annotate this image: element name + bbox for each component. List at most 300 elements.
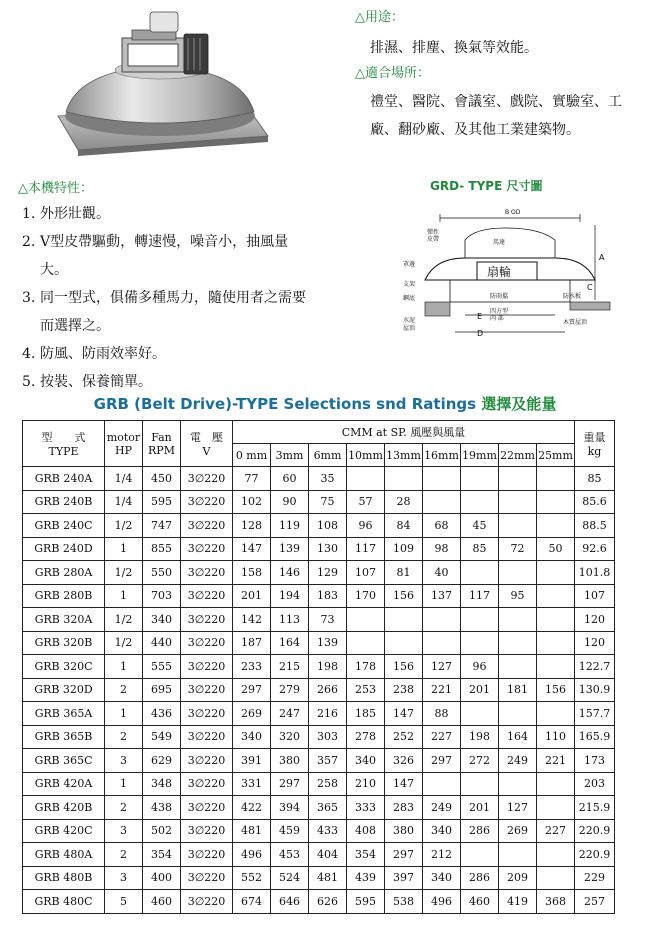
table-cell: GRB 320C	[23, 655, 105, 679]
feature-item: 4. 防風、防雨效率好。	[22, 346, 166, 362]
table-cell	[537, 655, 575, 679]
table-cell: 3∅220	[181, 843, 233, 867]
col-sp: 16mm	[423, 444, 461, 467]
label-d: D	[477, 329, 484, 338]
label-belt: 彈性	[427, 229, 440, 236]
table-cell: 60	[271, 467, 309, 491]
table-cell: 173	[575, 749, 615, 773]
table-cell: 3∅220	[181, 514, 233, 538]
table-cell: 3∅220	[181, 702, 233, 726]
table-cell: 340	[233, 725, 271, 749]
table-cell	[385, 608, 423, 632]
table-cell: 146	[271, 561, 309, 585]
table-cell: 1	[105, 537, 143, 561]
table-cell: 203	[575, 772, 615, 796]
ratings-table	[22, 420, 615, 914]
table-cell: 137	[423, 584, 461, 608]
table-cell: 391	[233, 749, 271, 773]
table-cell: 2	[105, 725, 143, 749]
table-cell	[461, 608, 499, 632]
table-cell: 3	[105, 819, 143, 843]
table-cell	[499, 561, 537, 585]
table-cell: 1	[105, 655, 143, 679]
table-cell: GRB 420B	[23, 796, 105, 820]
table-cell: 122.7	[575, 655, 615, 679]
table-cell: 440	[143, 631, 181, 655]
col-fan: Fan RPM	[143, 421, 181, 467]
table-cell: 1/4	[105, 467, 143, 491]
table-cell: 331	[233, 772, 271, 796]
table-cell: 3∅220	[181, 866, 233, 890]
table-row	[23, 608, 615, 632]
table-cell: 326	[385, 749, 423, 773]
table-cell: 3∅220	[181, 655, 233, 679]
table-cell: 50	[537, 537, 575, 561]
table-cell: 450	[143, 467, 181, 491]
table-cell	[537, 702, 575, 726]
table-cell: 249	[423, 796, 461, 820]
table-cell: 157.7	[575, 702, 615, 726]
table-cell: 156	[385, 584, 423, 608]
table-cell: 164	[271, 631, 309, 655]
table-cell: 2	[105, 678, 143, 702]
table-cell: GRB 280B	[23, 584, 105, 608]
table-row	[23, 631, 615, 655]
usage-heading: △用途：	[355, 10, 404, 25]
table-cell: 1	[105, 702, 143, 726]
table-cell: 595	[347, 890, 385, 914]
table-cell: 88	[423, 702, 461, 726]
table-cell: 524	[271, 866, 309, 890]
table-cell: 459	[271, 819, 309, 843]
table-cell: 215	[271, 655, 309, 679]
table-cell: 552	[233, 866, 271, 890]
table-cell: 129	[309, 561, 347, 585]
table-cell: 595	[143, 490, 181, 514]
table-cell: 120	[575, 631, 615, 655]
table-cell: 646	[271, 890, 309, 914]
table-cell: 297	[385, 843, 423, 867]
label-roof: 屋頂	[403, 325, 416, 332]
table-cell: 45	[461, 514, 499, 538]
table-cell: 110	[537, 725, 575, 749]
table-cell: 88.5	[575, 514, 615, 538]
table-cell	[461, 843, 499, 867]
label-guard: 防雨擋	[490, 293, 509, 300]
table-cell: 703	[143, 584, 181, 608]
table-row	[23, 514, 615, 538]
feature-item: 3. 同一型式，俱備多種馬力，隨使用者之需要而選擇之。	[22, 290, 306, 334]
label-cement: 水泥	[403, 317, 416, 324]
col-sp: 10mm	[347, 444, 385, 467]
table-cell: GRB 240A	[23, 467, 105, 491]
table-cell: 198	[461, 725, 499, 749]
table-cell: 453	[271, 843, 309, 867]
table-cell: 147	[385, 702, 423, 726]
table-cell: 3∅220	[181, 772, 233, 796]
table-cell: 221	[423, 678, 461, 702]
table-cell	[423, 772, 461, 796]
table-cell: 194	[271, 584, 309, 608]
table-cell: 3	[105, 866, 143, 890]
table-cell: 3∅220	[181, 678, 233, 702]
table-cell: 340	[423, 819, 461, 843]
table-cell: 92.6	[575, 537, 615, 561]
table-cell: 695	[143, 678, 181, 702]
table-cell	[423, 631, 461, 655]
table-cell: 238	[385, 678, 423, 702]
table-cell: 81	[385, 561, 423, 585]
table-cell	[537, 843, 575, 867]
table-cell: GRB 420A	[23, 772, 105, 796]
table-cell: GRB 480C	[23, 890, 105, 914]
table-cell: GRB 420C	[23, 819, 105, 843]
table-cell	[537, 772, 575, 796]
table-cell: 201	[461, 678, 499, 702]
table-cell: 40	[423, 561, 461, 585]
table-cell: 357	[309, 749, 347, 773]
table-cell	[461, 467, 499, 491]
table-cell: 127	[499, 796, 537, 820]
table-cell: 57	[347, 490, 385, 514]
table-row	[23, 467, 615, 491]
table-cell: 674	[233, 890, 271, 914]
table-cell: 297	[423, 749, 461, 773]
table-cell: GRB 320B	[23, 631, 105, 655]
table-cell: 95	[499, 584, 537, 608]
table-cell: 3	[105, 749, 143, 773]
table-cell: 128	[233, 514, 271, 538]
table-cell: 3∅220	[181, 725, 233, 749]
table-cell: 269	[233, 702, 271, 726]
table-cell: 212	[423, 843, 461, 867]
dimension-diagram-title: GRD- TYPE 尺寸圖	[430, 179, 543, 193]
table-cell	[499, 631, 537, 655]
table-cell: 101.8	[575, 561, 615, 585]
table-cell: 117	[461, 584, 499, 608]
table-cell: GRB 280A	[23, 561, 105, 585]
col-voltage: 電 壓 V	[181, 421, 233, 467]
table-cell: 368	[537, 890, 575, 914]
table-cell: 460	[461, 890, 499, 914]
dimension-diagram	[395, 200, 630, 360]
table-cell: 220.9	[575, 843, 615, 867]
table-cell: GRB 240D	[23, 537, 105, 561]
table-cell: 1/4	[105, 490, 143, 514]
table-cell: 1/2	[105, 608, 143, 632]
table-cell: 550	[143, 561, 181, 585]
table-row	[23, 537, 615, 561]
table-row	[23, 890, 615, 914]
table-cell: 216	[309, 702, 347, 726]
table-cell: 183	[309, 584, 347, 608]
table-cell	[537, 796, 575, 820]
feature-item: 5. 按裝、保養簡單。	[22, 374, 152, 390]
table-cell: 139	[271, 537, 309, 561]
table-cell: 320	[271, 725, 309, 749]
features-heading: △本機特性：	[18, 181, 93, 196]
table-cell	[499, 772, 537, 796]
table-cell: 1/2	[105, 514, 143, 538]
table-cell: 340	[143, 608, 181, 632]
table-cell: 1/2	[105, 561, 143, 585]
table-cell: 72	[499, 537, 537, 561]
label-a: A	[599, 253, 605, 262]
col-type: 型 式 TYPE	[23, 421, 105, 467]
table-cell	[499, 655, 537, 679]
table-cell: 747	[143, 514, 181, 538]
table-cell: 5	[105, 890, 143, 914]
table-cell: 496	[423, 890, 461, 914]
col-weight: 重量 kg	[575, 421, 615, 467]
table-cell: 201	[461, 796, 499, 820]
table-cell: 404	[309, 843, 347, 867]
table-cell: 549	[143, 725, 181, 749]
table-cell: GRB 480B	[23, 866, 105, 890]
table-cell: 1	[105, 772, 143, 796]
table-cell	[537, 584, 575, 608]
table-cell	[537, 631, 575, 655]
table-cell: 249	[499, 749, 537, 773]
table-cell	[347, 608, 385, 632]
table-cell: 130	[309, 537, 347, 561]
table-cell: 354	[143, 843, 181, 867]
table-cell: 3∅220	[181, 796, 233, 820]
table-cell: 303	[309, 725, 347, 749]
table-cell: 279	[271, 678, 309, 702]
table-cell: 209	[499, 866, 537, 890]
label-bod: B OD	[505, 209, 521, 216]
label-belt2: 皮帶	[427, 236, 440, 243]
table-cell: 266	[309, 678, 347, 702]
table-cell: GRB 365B	[23, 725, 105, 749]
table-row	[23, 843, 615, 867]
table-cell: 117	[347, 537, 385, 561]
table-cell: 85	[575, 467, 615, 491]
table-row	[23, 749, 615, 773]
table-cell: 98	[423, 537, 461, 561]
col-sp: 25mm	[537, 444, 575, 467]
table-cell: 3∅220	[181, 819, 233, 843]
table-cell: 354	[347, 843, 385, 867]
table-cell: 90	[271, 490, 309, 514]
table-cell: GRB 240B	[23, 490, 105, 514]
table-cell: 348	[143, 772, 181, 796]
table-cell	[499, 467, 537, 491]
table-row	[23, 725, 615, 749]
table-cell: 286	[461, 866, 499, 890]
table-cell	[385, 631, 423, 655]
ratings-table-wrap	[22, 420, 615, 914]
table-row	[23, 702, 615, 726]
table-cell: 164	[499, 725, 537, 749]
table-cell: 156	[385, 655, 423, 679]
table-cell: 127	[423, 655, 461, 679]
table-cell: 283	[385, 796, 423, 820]
table-cell: 84	[385, 514, 423, 538]
table-cell: 96	[347, 514, 385, 538]
table-cell: 855	[143, 537, 181, 561]
table-row	[23, 678, 615, 702]
table-cell	[461, 772, 499, 796]
col-sp: 13mm	[385, 444, 423, 467]
table-cell: 28	[385, 490, 423, 514]
table-cell: 227	[423, 725, 461, 749]
label-inner: 四方型	[490, 308, 509, 315]
table-cell: 3∅220	[181, 467, 233, 491]
table-cell: 113	[271, 608, 309, 632]
table-cell	[499, 702, 537, 726]
table-cell: 272	[461, 749, 499, 773]
table-cell: 258	[309, 772, 347, 796]
table-cell: 400	[143, 866, 181, 890]
table-cell: GRB 365C	[23, 749, 105, 773]
table-cell: 158	[233, 561, 271, 585]
table-cell: 438	[143, 796, 181, 820]
table-cell: 253	[347, 678, 385, 702]
table-cell: GRB 240C	[23, 514, 105, 538]
table-cell: 185	[347, 702, 385, 726]
table-cell	[499, 514, 537, 538]
table-cell: 460	[143, 890, 181, 914]
table-cell: 3∅220	[181, 749, 233, 773]
label-motor: 馬達	[493, 239, 506, 246]
table-cell	[499, 608, 537, 632]
table-cell: 3∅220	[181, 890, 233, 914]
table-cell	[537, 490, 575, 514]
table-cell: 3∅220	[181, 631, 233, 655]
table-cell	[461, 702, 499, 726]
places-text: 禮堂、醫院、會議室、戲院、實驗室、工廠、翻砂廠、及其他工業建築物。	[370, 94, 622, 138]
table-cell: 3∅220	[181, 490, 233, 514]
table-cell: 221	[537, 749, 575, 773]
table-cell: 142	[233, 608, 271, 632]
table-cell	[385, 467, 423, 491]
roof-fan-photo	[48, 8, 273, 160]
table-cell: 422	[233, 796, 271, 820]
table-cell: 210	[347, 772, 385, 796]
table-cell: 1/2	[105, 631, 143, 655]
label-waterproof: 防水板	[563, 293, 582, 300]
places-heading: △適合場所：	[355, 66, 430, 81]
table-cell: 439	[347, 866, 385, 890]
col-sp: 22mm	[499, 444, 537, 467]
label-e: E	[477, 312, 483, 321]
col-cmm-group: CMM at SP. 風壓與風量	[233, 421, 575, 444]
table-cell: 257	[575, 890, 615, 914]
col-sp: 19mm	[461, 444, 499, 467]
label-wood: 木質屋頂	[563, 319, 588, 326]
table-cell: 85	[461, 537, 499, 561]
table-cell: 35	[309, 467, 347, 491]
table-row	[23, 772, 615, 796]
table-cell: 229	[575, 866, 615, 890]
table-cell: 297	[233, 678, 271, 702]
table-cell	[537, 608, 575, 632]
col-sp: 0 mm	[233, 444, 271, 467]
table-cell: 107	[347, 561, 385, 585]
table-cell: 198	[309, 655, 347, 679]
table-cell: 626	[309, 890, 347, 914]
table-cell: 181	[499, 678, 537, 702]
table-cell: 119	[271, 514, 309, 538]
table-cell: 3∅220	[181, 561, 233, 585]
label-cover: 罩邊	[403, 261, 416, 268]
table-cell: 77	[233, 467, 271, 491]
table-cell	[537, 514, 575, 538]
table-cell: 365	[309, 796, 347, 820]
table-cell: 269	[499, 819, 537, 843]
table-cell: 538	[385, 890, 423, 914]
table-cell: 629	[143, 749, 181, 773]
table-cell: GRB 480A	[23, 843, 105, 867]
table-cell: 107	[575, 584, 615, 608]
table-cell: 102	[233, 490, 271, 514]
table-cell: 394	[271, 796, 309, 820]
table-cell: 380	[385, 819, 423, 843]
table-cell: 120	[575, 608, 615, 632]
table-cell: 178	[347, 655, 385, 679]
table-cell: 75	[309, 490, 347, 514]
table-cell: 147	[385, 772, 423, 796]
table-row	[23, 561, 615, 585]
table-cell	[347, 631, 385, 655]
label-inner2: 內 部	[490, 315, 504, 322]
col-sp: 3mm	[271, 444, 309, 467]
table-cell: 170	[347, 584, 385, 608]
table-cell: 108	[309, 514, 347, 538]
table-cell: 201	[233, 584, 271, 608]
feature-item: 2. V型皮帶驅動，轉速慢，噪音小，抽風量大。	[22, 234, 289, 278]
table-cell	[537, 467, 575, 491]
table-cell: 297	[271, 772, 309, 796]
table-row	[23, 819, 615, 843]
table-cell	[499, 490, 537, 514]
table-cell: 436	[143, 702, 181, 726]
table-cell: 2	[105, 796, 143, 820]
table-row	[23, 490, 615, 514]
table-cell: 419	[499, 890, 537, 914]
table-cell: 433	[309, 819, 347, 843]
label-fan: 扇輪	[487, 265, 512, 279]
table-cell: 3∅220	[181, 537, 233, 561]
table-cell: 496	[233, 843, 271, 867]
table-cell: 380	[271, 749, 309, 773]
table-cell: 233	[233, 655, 271, 679]
label-flange: 鋼底	[403, 295, 416, 302]
table-cell: 252	[385, 725, 423, 749]
table-cell: 227	[537, 819, 575, 843]
features-list	[22, 200, 307, 396]
table-cell: 156	[537, 678, 575, 702]
col-motor: motor HP	[105, 421, 143, 467]
table-cell	[537, 561, 575, 585]
table-cell	[537, 866, 575, 890]
label-c: C	[587, 283, 593, 292]
table-cell	[461, 631, 499, 655]
table-cell: 109	[385, 537, 423, 561]
table-cell: 286	[461, 819, 499, 843]
table-cell: 139	[309, 631, 347, 655]
table-cell: 340	[423, 866, 461, 890]
table-cell: 408	[347, 819, 385, 843]
table-cell: 147	[233, 537, 271, 561]
table-cell	[423, 467, 461, 491]
table-cell: 85.6	[575, 490, 615, 514]
table-cell: GRB 365A	[23, 702, 105, 726]
table-cell	[461, 561, 499, 585]
table-cell	[423, 608, 461, 632]
